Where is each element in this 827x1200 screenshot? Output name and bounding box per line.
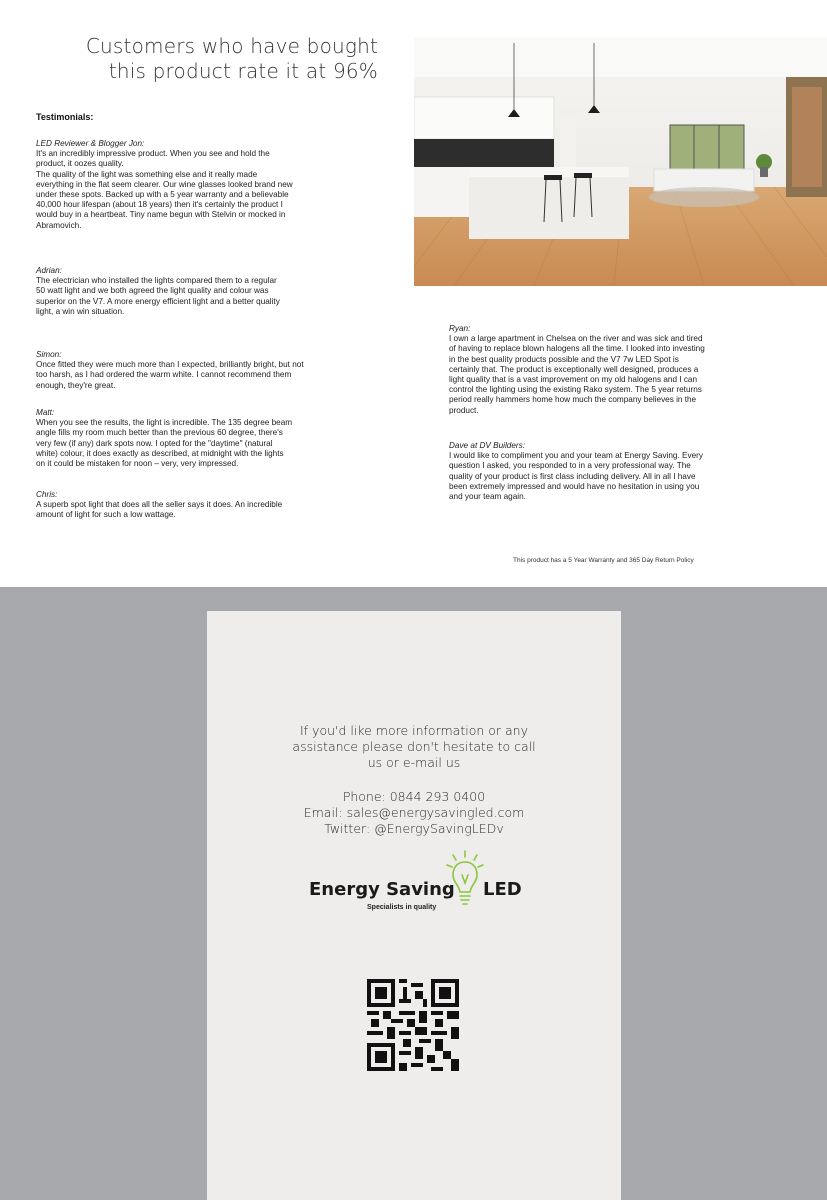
testimonial-line: enough, they're great. [36,380,116,390]
testimonial-line: 40,000 hour lifespan (about 18 years) then it's certainly the product I [36,200,283,210]
testimonial-line: on it could be mistaken for noon – very, very impressed. [36,459,239,469]
testimonial-line: and your team again. [449,492,526,502]
testimonial-author: LED Reviewer & Blogger Jon: [36,139,145,148]
testimonial-line: light quality that is a vast improvement on my old halogens and I can [449,375,698,385]
testimonial-line: When you see the results, the light is incredible. The 135 degree beam [36,418,293,428]
testimonial-line: product. [449,405,479,415]
testimonial-author: Ryan: [449,324,471,333]
testimonial-line: under these spots. Backed up with a 5 year warranty and a believable [36,190,289,200]
logo-tagline: Specialists in quality [367,904,437,911]
brochure-page [0,0,827,587]
testimonial-line: Once fitted they were much more than I expected, brilliantly bright, but not [36,360,304,370]
phone-number: Phone: 0844 293 0400 [342,789,486,804]
testimonial-author: Matt: [36,408,55,417]
testimonial-line: quality of your product is first class including delivery. All in all I have [449,471,696,481]
testimonial-ryan [449,324,705,416]
contact-details [207,789,621,837]
testimonial-line: I would like to compliment you and your team at Energy Saving. Every [449,451,703,461]
testimonial-simon [36,350,304,391]
testimonial-line: everything in the flat seem clearer. Our wine glasses looked brand new [36,179,293,189]
testimonial-line: I own a large apartment in Chelsea on the river and was sick and tired [449,334,703,344]
testimonial-line: amount of light for such a low wattage. [36,510,176,520]
warranty-note: This product has a 5 Year Warranty and 365 Day Return Policy [513,557,694,564]
testimonial-line: 50 watt light and we both agreed the light quality and colour was [36,286,269,296]
twitter-handle: Twitter: @EnergySavingLEDv [324,821,504,836]
headline-line-1: Customers who have bought [85,34,378,58]
testimonials-title: Testimonials: [36,112,94,122]
testimonial-line: product, it oozes quality. [36,159,124,169]
testimonial-line: very few (if any) dark spots now. I opted for the "daytime" (natural [36,438,273,448]
testimonial-line: It's an incredibly impressive product. When you see and hold the [36,149,270,159]
headline-line-2: this product rate it at 96% [108,59,378,83]
testimonial-line: The quality of the light was something else and it really made [36,169,258,179]
testimonial-line: of having to replace blown halogens all the time. I looked into investing [449,344,705,354]
contact-intro-line: us or e-mail us [367,755,461,770]
testimonial-line: white) colour, it does exactly as described, at midnight with the lights [36,448,284,458]
contact-card [207,611,621,1200]
contact-intro [207,723,621,771]
logo-word-led: LED [483,879,522,900]
testimonial-line: too harsh, as I had ordered the warm white. I cannot recommend them [36,370,292,380]
testimonial-line: been extremely impressed and would have no hesitation in using you [449,481,700,491]
energy-saving-led-logo [307,849,527,921]
contact-intro-line: If you'd like more information or any [300,723,528,738]
testimonial-line: angle fills my room much better than the previous 60 degree, there's [36,428,283,438]
testimonial-author: Chris: [36,490,58,499]
testimonial-author: Dave at DV Builders: [449,441,525,450]
testimonial-dave [449,441,703,502]
testimonial-adrian [36,266,280,317]
email-address: Email: sales@energysavingled.com [303,805,525,820]
kitchen-interior-photo [414,37,827,286]
testimonial-line: superior on the V7. A more energy efficient light and a better quality [36,296,280,306]
testimonial-line: Abramovich. [36,220,82,230]
testimonial-line: certainly that. The product is exceptionally well designed, produces a [449,364,699,374]
logo-word-energy-saving: Energy Saving [309,879,455,900]
testimonial-chris [36,490,282,521]
testimonial-line: would buy in a heartbeat. Tiny name begun with Stelvin or mocked in [36,210,286,220]
testimonial-line: period really hammers home how much the company believes in the [449,395,697,405]
testimonial-line: question I asked, you responded to in a very professional way. The [449,461,691,471]
testimonial-line: light, a win win situation. [36,306,125,316]
headline [40,34,378,84]
testimonial-line: control the lighting using the existing Rako system. The 5 year returns [449,385,702,395]
testimonial-author: Adrian: [36,266,62,275]
testimonial-author: Simon: [36,350,62,359]
lightbulb-logo-icon [445,849,485,915]
testimonial-line: The electrician who installed the lights compared them to a regular [36,276,277,286]
testimonial-matt [36,408,292,469]
testimonial-jon [36,139,293,231]
testimonial-line: in the best quality products possible and the V7 7w LED Spot is [449,354,679,364]
contact-intro-line: assistance please don't hesitate to call [292,739,536,754]
qr-code[interactable] [367,979,459,1071]
testimonial-line: A superb spot light that does all the seller says it does. An incredible [36,500,283,510]
